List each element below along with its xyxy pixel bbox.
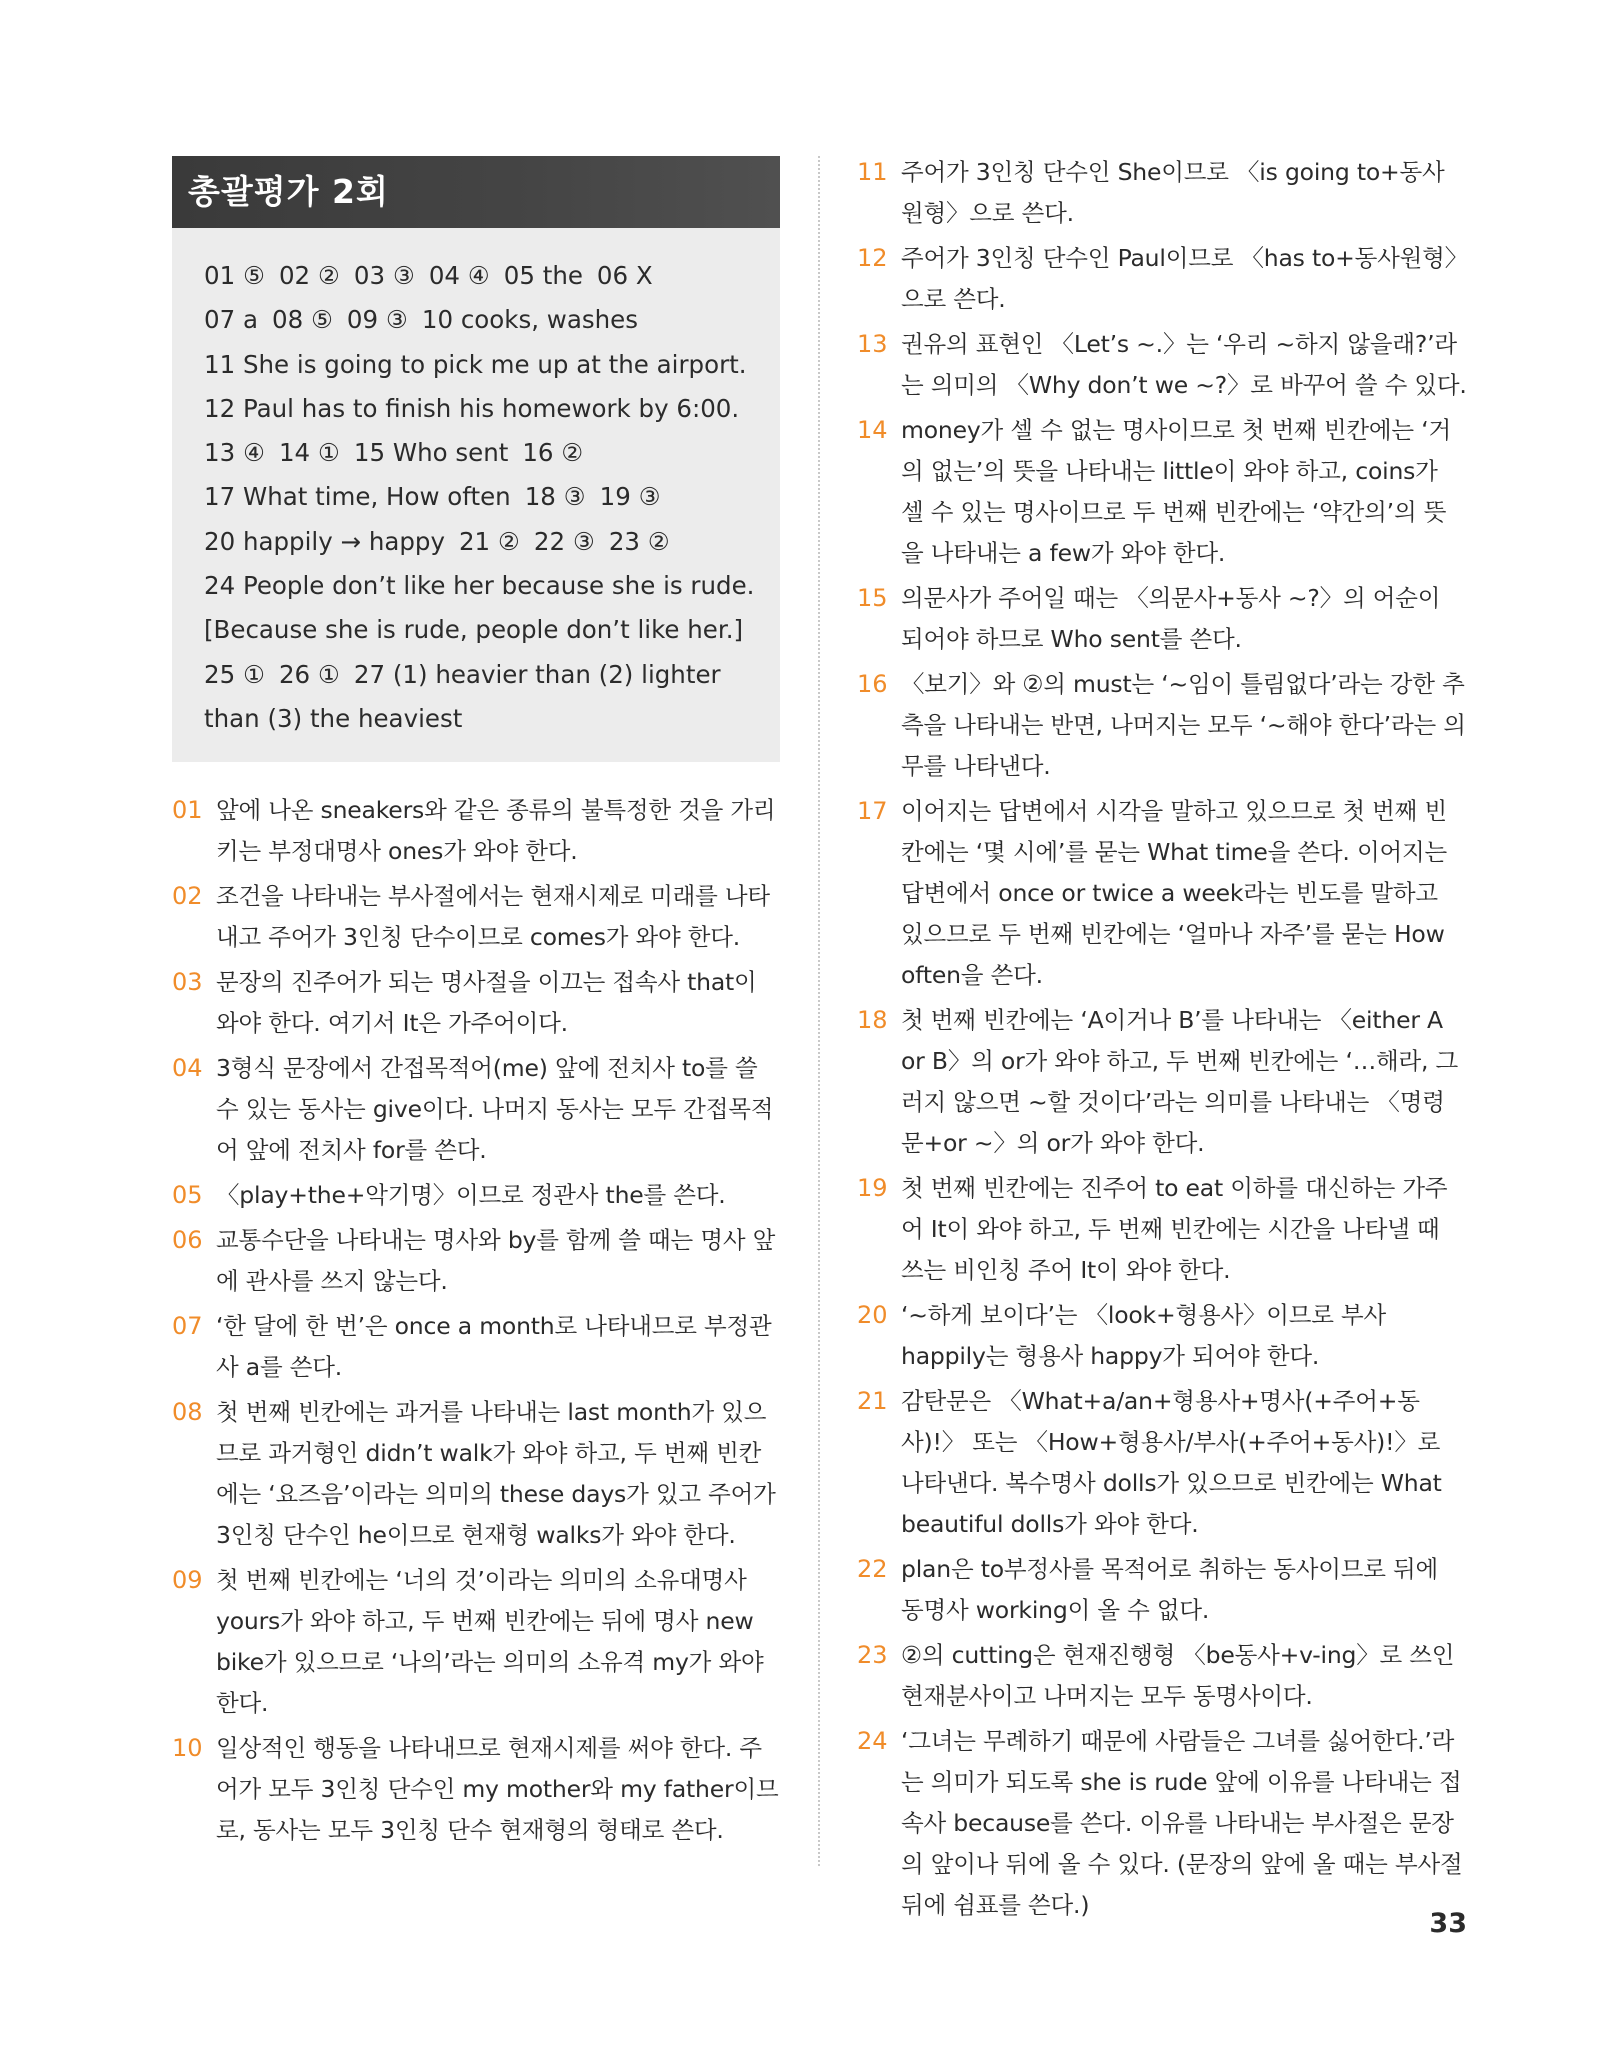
answer-item: 08 ⑤ — [271, 305, 333, 335]
answer-item: 11 She is going to pick me up at the airport. — [204, 349, 747, 379]
answer-item: 21 ② — [458, 526, 520, 556]
right-column — [857, 152, 1467, 1930]
section-title: 총괄평가 2회 — [172, 156, 780, 228]
explanation-entry — [172, 876, 780, 958]
question-number: 23 — [857, 1641, 888, 1669]
explanation-text: 주어가 3인칭 단수인 She이므로 〈is going to+동사원형〉으로 쓴다. — [901, 158, 1445, 227]
question-number: 20 — [857, 1301, 888, 1329]
explanation-text: plan은 to부정사를 목적어로 취하는 동사이므로 뒤에 동명사 working이 올 수 없다. — [901, 1555, 1439, 1624]
question-number: 09 — [172, 1566, 203, 1594]
explanation-text: 이어지는 답변에서 시각을 말하고 있으므로 첫 번째 빈칸에는 ‘몇 시에’를 묻는 What time을 쓴다. 이어지는 답변에서 once or twice a week라는 빈도를 말하고 있으므로 두 번째 빈칸에는 ‘얼마나 자주’를 묻는 How often을 쓴다. — [901, 797, 1447, 989]
answer-line — [204, 564, 760, 608]
question-number: 06 — [172, 1226, 203, 1254]
answer-item: 17 What time, How often — [204, 482, 511, 512]
answer-item: 16 ② — [522, 438, 584, 468]
explanation-text: 첫 번째 빈칸에는 진주어 to eat 이하를 대신하는 가주어 It이 와야 하고, 두 번째 빈칸에는 시간을 나타낼 때 쓰는 비인칭 주어 It이 와야 한다. — [901, 1174, 1448, 1284]
explanation-text: 일상적인 행동을 나타내므로 현재시제를 써야 한다. 주어가 모두 3인칭 단수인 my mother와 my father이므로, 동사는 모두 3인칭 단수 현재형의 형태로 쓴다. — [216, 1734, 779, 1844]
answer-item: 10 cooks, washes — [421, 305, 638, 335]
answer-item: 26 ① — [278, 659, 340, 689]
answer-item: 22 ③ — [533, 526, 595, 556]
explanation-entry — [172, 1392, 780, 1556]
explanation-entry — [857, 1000, 1467, 1164]
answer-item: 01 ⑤ — [204, 261, 265, 290]
explanation-text: 주어가 3인칭 단수인 Paul이므로 〈has to+동사원형〉으로 쓴다. — [901, 244, 1457, 313]
answer-item: 03 ③ — [353, 261, 415, 290]
question-number: 14 — [857, 416, 888, 444]
answer-item: 04 ④ — [428, 261, 490, 290]
answer-line — [204, 254, 760, 298]
explanation-entry — [857, 324, 1467, 406]
explanation-entry — [172, 1048, 780, 1171]
answer-item: 19 ③ — [599, 482, 661, 512]
answer-line — [204, 608, 760, 652]
answer-item: 18 ③ — [524, 482, 586, 512]
explanation-text: money가 셀 수 없는 명사이므로 첫 번째 빈칸에는 ‘거의 없는’의 뜻을 나타내는 little이 와야 하고, coins가 셀 수 있는 명사이므로 두 번째 빈칸에는 ‘약간의’의 뜻을 나타내는 a few가 와야 한다. — [901, 416, 1451, 567]
question-number: 15 — [857, 584, 888, 612]
explanation-entry — [172, 962, 780, 1044]
question-number: 18 — [857, 1006, 888, 1034]
explanation-entry — [857, 664, 1467, 787]
explanation-text: 문장의 진주어가 되는 명사절을 이끄는 접속사 that이 와야 한다. 여기서 It은 가주어이다. — [216, 968, 757, 1037]
question-number: 01 — [172, 796, 203, 824]
answer-line — [204, 653, 760, 697]
answer-item: 06 X — [596, 261, 653, 290]
explanation-entry — [172, 1220, 780, 1302]
explanation-entry — [857, 1549, 1467, 1631]
question-number: 17 — [857, 797, 888, 825]
question-number: 10 — [172, 1734, 203, 1762]
explanation-text: 3형식 문장에서 간접목적어(me) 앞에 전치사 to를 쓸 수 있는 동사는 give이다. 나머지 동사는 모두 간접목적어 앞에 전치사 for를 쓴다. — [216, 1054, 774, 1164]
answer-line — [204, 387, 760, 431]
explanation-entry — [857, 410, 1467, 574]
explanation-entry — [857, 1381, 1467, 1545]
explanation-entry — [857, 1168, 1467, 1291]
explanation-text: 〈play+the+악기명〉이므로 정관사 the를 쓴다. — [216, 1181, 726, 1209]
explanation-text: ‘~하게 보이다’는 〈look+형용사〉이므로 부사 happily는 형용사 happy가 되어야 한다. — [901, 1301, 1387, 1370]
answer-line — [204, 343, 760, 387]
explanation-entry — [172, 1306, 780, 1388]
explanation-entry — [172, 790, 780, 872]
explanation-text: 권유의 표현인 〈Let’s ~.〉는 ‘우리 ~하지 않을래?’라는 의미의 〈Why don’t we ~?〉로 바꾸어 쓸 수 있다. — [901, 330, 1467, 399]
explanation-text: 감탄문은 〈What+a/an+형용사+명사(+주어+동사)!〉 또는 〈How+형용사/부사(+주어+동사)!〉로 나타낸다. 복수명사 dolls가 있으므로 빈칸에는 What beautiful dolls가 와야 한다. — [901, 1387, 1442, 1538]
answer-item: 05 the — [503, 261, 583, 290]
answer-item: [Because she is rude, people don’t like her.] — [204, 615, 744, 645]
answer-item: 14 ① — [278, 438, 340, 468]
explanation-text: ②의 cutting은 현재진행형 〈be동사+v-ing〉로 쓰인 현재분사이고 나머지는 모두 동명사이다. — [901, 1641, 1455, 1710]
explanation-text: 교통수단을 나타내는 명사와 by를 함께 쓸 때는 명사 앞에 관사를 쓰지 않는다. — [216, 1226, 776, 1295]
answer-item: 25 ① — [204, 659, 265, 689]
question-number: 03 — [172, 968, 203, 996]
answer-item: 13 ④ — [204, 438, 265, 468]
answer-key-box — [172, 228, 780, 762]
answer-line — [204, 520, 760, 564]
explanation-entry — [857, 238, 1467, 320]
answer-line — [204, 475, 760, 519]
explanation-text: 첫 번째 빈칸에는 ‘너의 것’이라는 의미의 소유대명사 yours가 와야 하고, 두 번째 빈칸에는 뒤에 명사 new bike가 있으므로 ‘나의’라는 의미의 소유격 my가 와야 한다. — [216, 1566, 764, 1717]
explanation-entry — [857, 1295, 1467, 1377]
left-explanations — [172, 790, 780, 1851]
explanation-entry — [857, 152, 1467, 234]
answer-item: 09 ③ — [346, 305, 408, 335]
explanation-entry — [857, 791, 1467, 996]
question-number: 19 — [857, 1174, 888, 1202]
question-number: 24 — [857, 1727, 888, 1755]
explanation-text: ‘그녀는 무례하기 때문에 사람들은 그녀를 싫어한다.’라는 의미가 되도록 she is rude 앞에 이유를 나타내는 접속사 because를 쓴다. 이유를 나타내는 부사절은 문장의 앞이나 뒤에 올 수 있다. (문장의 앞에 올 때는 부사절 뒤에 쉼표를 쓴다.) — [901, 1727, 1463, 1919]
explanation-entry — [857, 1635, 1467, 1717]
question-number: 08 — [172, 1398, 203, 1426]
question-number: 16 — [857, 670, 888, 698]
answer-item: 23 ② — [608, 526, 670, 556]
explanation-text: 첫 번째 빈칸에는 과거를 나타내는 last month가 있으므로 과거형인 didn’t walk가 와야 하고, 두 번째 빈칸에는 ‘요즈음’이라는 의미의 these days가 있고 주어가 3인칭 단수인 he이므로 현재형 walks가 와야 한다. — [216, 1398, 776, 1549]
question-number: 07 — [172, 1312, 203, 1340]
answer-item: 20 happily → happy — [204, 526, 445, 556]
answer-item: 24 People don’t like her because she is rude. — [204, 571, 755, 601]
question-number: 13 — [857, 330, 888, 358]
question-number: 11 — [857, 158, 888, 186]
explanation-entry — [857, 578, 1467, 660]
question-number: 12 — [857, 244, 888, 272]
answer-item: 27 (1) heavier than (2) lighter — [353, 659, 721, 689]
question-number: 04 — [172, 1054, 203, 1082]
answer-item: 15 Who sent — [353, 438, 509, 468]
question-number: 02 — [172, 882, 203, 910]
answer-item: than (3) the heaviest — [204, 703, 463, 733]
answer-line — [204, 431, 760, 475]
answer-line — [204, 697, 760, 741]
answer-line — [204, 298, 760, 342]
question-number: 21 — [857, 1387, 888, 1415]
explanation-entry — [857, 1721, 1467, 1926]
page-number: 33 — [1429, 1908, 1467, 1939]
explanation-text: 〈보기〉와 ②의 must는 ‘~임이 틀림없다’라는 강한 추측을 나타내는 반면, 나머지는 모두 ‘~해야 한다’라는 의무를 나타낸다. — [901, 670, 1466, 780]
explanation-text: ‘한 달에 한 번’은 once a month로 나타내므로 부정관사 a를 쓴다. — [216, 1312, 772, 1381]
explanation-text: 조건을 나타내는 부사절에서는 현재시제로 미래를 나타내고 주어가 3인칭 단수이므로 comes가 와야 한다. — [216, 882, 770, 951]
question-number: 22 — [857, 1555, 888, 1583]
explanation-entry — [172, 1560, 780, 1724]
explanation-entry — [172, 1175, 780, 1216]
explanation-text: 의문사가 주어일 때는 〈의문사+동사 ~?〉의 어순이 되어야 하므로 Who sent를 쓴다. — [901, 584, 1441, 653]
answer-item: 12 Paul has to finish his homework by 6:00. — [204, 393, 740, 423]
column-divider — [818, 156, 820, 1866]
answer-item: 02 ② — [278, 261, 340, 290]
explanation-entry — [172, 1728, 780, 1851]
right-explanations — [857, 152, 1467, 1926]
explanation-text: 첫 번째 빈칸에는 ‘A이거나 B’를 나타내는 〈either A or B〉의 or가 와야 하고, 두 번째 빈칸에는 ‘…해라, 그러지 않으면 ~할 것이다’라는 의미를 나타내는 〈명령문+or ~〉의 or가 와야 한다. — [901, 1006, 1459, 1157]
explanation-text: 앞에 나온 sneakers와 같은 종류의 불특정한 것을 가리키는 부정대명사 ones가 와야 한다. — [216, 796, 776, 865]
question-number: 05 — [172, 1181, 203, 1209]
left-column — [172, 156, 780, 1855]
answer-item: 07 a — [204, 305, 258, 335]
